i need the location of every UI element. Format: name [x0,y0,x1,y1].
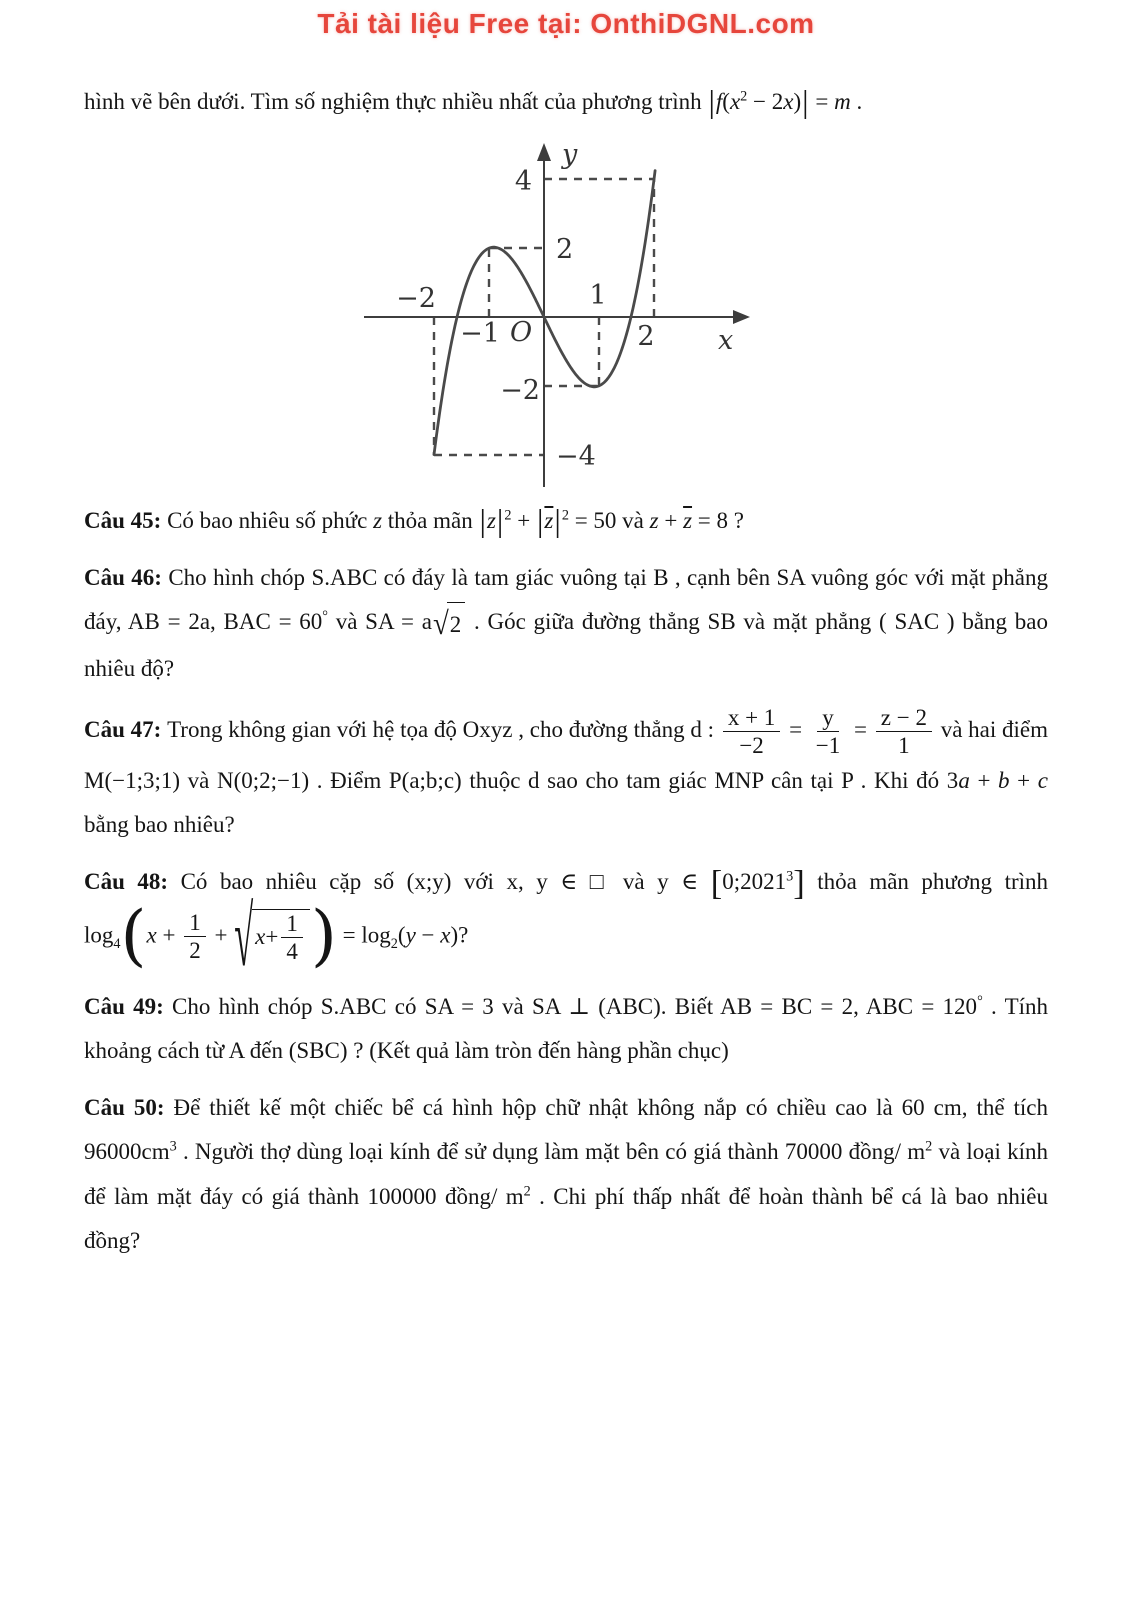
radicand [252,909,310,965]
graph-labels [396,139,733,472]
question-label: Câu 46: [84,565,169,591]
text-run: thỏa mãn [382,508,479,534]
fraction-numerator: 1 [184,909,206,937]
text-run: | [496,502,504,539]
text-run: Cho hình chóp S.ABC có đáy là tam giác vuông tại B , cạnh bên SA vuông góc với mặt phẳng đáy, AB = 2a, BAC = 60 [84,565,1048,635]
question-label: Câu 50: [84,1095,174,1121]
fraction-denominator: 4 [286,938,298,964]
text-run: 2 [740,88,748,105]
text-run: = [809,89,835,114]
text-run: + [969,768,999,794]
text-run: = [848,716,873,742]
function-graph-figure [356,137,776,493]
document-body [84,80,1048,1263]
text-run: x [729,89,741,114]
text-run: [ [710,865,723,903]
fraction-numerator: 1 [281,910,303,938]
text-run: + [208,922,234,948]
text-run: Trong không gian với hệ tọa độ Oxyz , cho đường thẳng d : [167,716,720,742]
tick-label-x2: 2 [637,321,655,353]
banner-text: Tải tài liệu Free tại: OnthiDGNL.com [317,8,815,39]
tick-label-ym4: −4 [556,441,596,473]
text-run: ° [322,608,328,625]
text-run: m [834,89,851,114]
site-banner [0,0,1132,40]
question-46 [84,556,1048,691]
text-run: + [156,922,182,948]
fraction [723,704,780,759]
text-run: | [802,83,809,120]
text-run: 2 [504,507,512,524]
text-run: Cho hình chóp S.ABC có SA = 3 và SA ⊥ (ABC). Biết AB = BC = 2, ABC = 120 [172,993,978,1019]
origin-label: O [510,317,533,349]
text-run: 3 [786,868,794,885]
text-run: | [554,502,561,539]
text-run: ( [120,895,147,974]
text-run: = log [336,922,391,948]
text-run: ) [310,895,337,974]
question-49 [84,985,1048,1073]
text-run: . Người thợ dùng loại kính để sử dụng làm mặt bên có giá thành 70000 đồng/ m [176,1139,926,1165]
fraction-denominator: −2 [739,733,764,759]
question-label: Câu 48: [84,869,181,895]
question-50 [84,1086,1048,1263]
text-run: 0;2021 [722,869,787,895]
text-run: ( [722,89,730,114]
text-run: x [783,89,794,114]
text-run: và loại kính để làm mặt đáy có giá thành 100000 đồng/ m [84,1139,1048,1209]
question-label: Câu 49: [84,993,173,1019]
intro-paragraph [84,80,1048,124]
text-run: | [536,502,544,539]
question-45 [84,499,1048,543]
tick-label-x1: 1 [589,280,607,312]
tick-label-y4: 4 [514,166,532,198]
y-axis-arrow-icon [537,143,551,161]
text-run: x [440,922,451,948]
text-run: 4 [113,935,121,952]
text-run: y [405,922,416,948]
function-graph-svg [356,137,776,493]
tick-label-xm2: −2 [396,283,436,315]
fraction-denominator: 1 [898,733,910,759]
text-run: ( [397,922,406,948]
text-run: bằng bao nhiêu? [84,812,235,838]
square-root [234,909,310,965]
text-run: 3 [169,1138,177,1155]
x-axis-arrow-icon [733,310,750,324]
tick-label-xm1: −1 [460,318,500,350]
fraction [811,704,845,759]
fraction [184,909,206,964]
axes [364,143,750,487]
text-run: và hai điểm M(−1;3;1) và N(0;2;−1) . Điểm P(a;b;c) thuộc d sao cho tam giác MNP cân tại P . Khi đó 3 [84,716,1048,794]
text-run: 2 [390,935,398,952]
questions-slot [84,499,1048,1263]
fraction-numerator: x + 1 [723,704,780,732]
text-run: + [265,924,279,950]
text-run: thỏa mãn phương trình [804,869,1049,895]
text-run: = 50 và [568,508,650,534]
question-47 [84,704,1048,848]
text-run: 2 [925,1138,933,1155]
text-run: 2 [523,1182,531,1199]
text-run: ) [793,89,802,114]
x-axis-label: x [718,325,734,357]
y-axis-label: y [562,139,578,171]
text-run: . [850,89,863,114]
tick-label-ym2: −2 [500,375,540,407]
text-run: )? [450,922,469,948]
text-run: x [146,922,157,948]
text-run: Có bao nhiêu số phức [167,508,374,534]
text-run: 2 [561,507,569,524]
text-run: + [1009,768,1038,794]
text-run: + [658,508,684,534]
question-48-intro [84,860,1048,904]
fraction [876,704,932,759]
text-run: và SA = a [327,609,432,635]
text-run: . Góc giữa đường thẳng SB và mặt phẳng ( SAC ) bằng bao nhiêu độ? [84,609,1048,681]
question-label: Câu 47: [84,716,168,742]
text-run: hình vẽ bên dưới. Tìm số nghiệm thực nhiều nhất của phương trình [84,89,708,114]
text-run: a [958,768,970,794]
question-48-formula [84,895,1048,974]
text-run: . Tính khoảng cách từ A đến (SBC) ? (Kết quả làm tròn đến hàng phần chục) [84,993,1049,1064]
fraction-numerator: z − 2 [876,704,932,732]
text-run: √ x [255,924,266,950]
text-run: − [415,922,441,948]
text-run: − 2 [747,89,784,114]
text-run: . Chi phí thấp nhất để hoàn thành bể cá là bao nhiêu đồng? [84,1183,1048,1253]
square-root [433,602,465,647]
text-run: Có bao nhiêu cặp số (x;y) với x, y ∈ □ và y ∈ [180,869,711,895]
text-run: c [1037,768,1048,794]
text-run: z [649,508,659,534]
tick-label-y2: 2 [556,234,574,266]
text-run: ] [793,865,805,903]
text-run: + [511,508,536,534]
text-run: log [84,922,114,948]
radicand: √ 2 [447,602,466,647]
text-run: | [479,502,486,539]
fraction-numerator: y [817,704,839,732]
text-run: Để thiết kế một chiếc bể cá hình hộp chữ nhật không nắp có chiều cao là 60 cm, thể tích 96000cm [84,1095,1048,1165]
text-run: | [708,83,715,120]
text-run: $\overline{z}$ [544,508,554,534]
text-run: = 8 ? [692,508,744,534]
text-run: ° [977,993,983,1010]
text-run: $\overline{z}$ [683,508,693,534]
text-run: = [783,716,808,742]
fraction-denominator: −1 [815,733,841,759]
text-run: z [486,508,496,534]
intro-slot [84,80,1048,124]
text-run: f [715,89,723,114]
fraction [281,910,303,965]
fraction-denominator: 2 [189,938,201,964]
text-run: b [998,768,1010,794]
text-run: z [373,508,383,534]
question-label: Câu 45: [84,508,168,534]
